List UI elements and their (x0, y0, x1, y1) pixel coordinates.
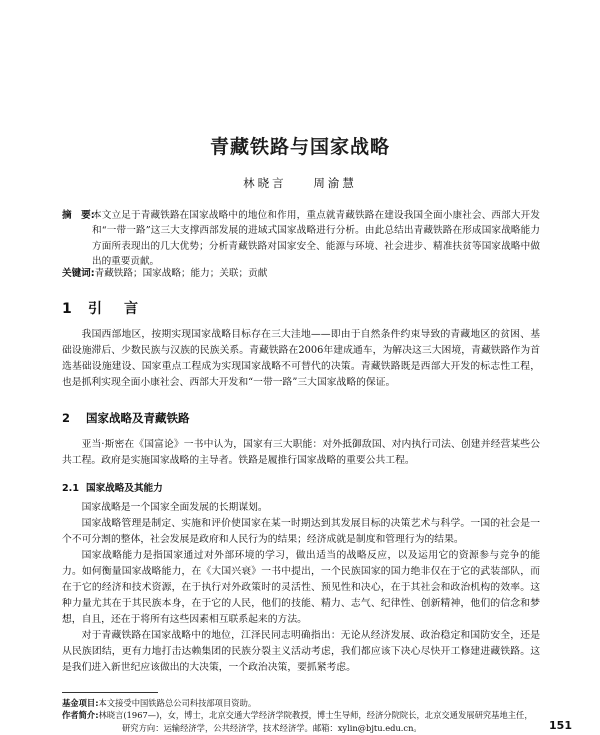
page-number: 151 (549, 719, 572, 732)
subsection-title: 国家战略及其能力 (86, 483, 163, 494)
author-name: 林晓言 (243, 176, 287, 190)
section-number: 1 (62, 301, 72, 317)
author-info-label: 作者简介: (62, 710, 99, 720)
paper-title: 青藏铁路与国家战略 (209, 136, 390, 158)
body-paragraph: 国家战略是一个国家全面发展的长期谋划。 (81, 502, 268, 513)
keywords-label: 关键词: (62, 268, 95, 279)
body-paragraph: 亚当·斯密在《国富论》一书中认为，国家有三大职能：对外抵御敌国、对内执行司法、创建并经营某些公共工程。政府是实施国家战略的主导者。铁路是履推行国家战略的重要公共工程。 (62, 439, 540, 466)
subsection-heading (62, 480, 163, 494)
abstract-label: 摘 要: (62, 210, 95, 221)
fund-text: 本文接受中国铁路总公司科技部项目资助。 (98, 698, 257, 708)
subsection-number: 2.1 (62, 483, 79, 494)
section-heading (62, 298, 160, 318)
section-title: 国家战略及青藏铁路 (86, 411, 190, 425)
body-paragraph: 国家战略管理是制定、实施和评价使国家在某一时期达到其发展目标的决策艺术与科学。一国的社会是一个不可分割的整体，社会发展是政府和人民行为的结果；经济成就是制度和管理行为的结果。 (62, 518, 540, 545)
body-paragraph: 对于青藏铁路在国家战略中的地位，江泽民同志明确指出：无论从经济发展、政治稳定和国防安全，还是从民族团结，更有力地打击达赖集团的民族分裂主义活动考虑，我们都应该下决心尽快开工修建进藏铁路。这是我们进入新世纪应该做出的大决策，一个政治决策，要抓紧考虑。 (62, 630, 540, 673)
author-line (0, 175, 600, 191)
section-number: 2 (62, 411, 71, 425)
author-name: 周渝慧 (313, 176, 357, 190)
footnote-rule (62, 692, 158, 693)
body-paragraph: 国家战略能力是指国家通过对外部环境的学习，做出适当的战略反应，以及运用它的资源参与竞争的能力。如何衡量国家战略能力，在《大国兴衰》一书中提出，一个民族国家的国力绝非仅在于它的武装部队，而在于它的经济和技术资源，在于执行对外政策时的灵活性、预见性和决心，在于其社会和政治机构的效率。这种力量尤其在于其民族本身，在于它的人民，他们的技能、精力、志气、纪律性、创新精神，他们的信念和梦想，自且，还在于将所有这些因素相互联系起来的方法。 (62, 550, 540, 625)
section-title: 引言 (88, 301, 160, 317)
author-info-text-continued: 研究方向：运输经济学，公共经济学，技术经济学。邮箱：xylin@bjtu.edu.cn。 (122, 723, 422, 734)
body-paragraph: 我国西部地区，按期实现国家战略目标存在三大洼地——即由于自然条件约束导致的青藏地区的贫困、基础设施滞后、少数民族与汉族的民族关系。青藏铁路在2006年建成通车，为解决这三大困境，青藏铁路作为首选基础设施建设、国家重点工程成为实现国家战略不可替代的决策。青藏铁路既是西部大开发的标志性工程，也是抓利实现全面小康社会、西部大开发和“一带一路”三大国家战略的保证。 (62, 329, 540, 388)
keywords (62, 267, 540, 281)
abstract-text: 本文立足于青藏铁路在国家战略中的地位和作用，重点就青藏铁路在建设我国全面小康社会、西部大开发和“一带一路”这三大支撑西部发展的进域式国家战略进行分析。由此总结出青藏铁路在形成国家战略能力方面所表现出的几大优势；分析青藏铁路对国家安全、能源与环境、社会进步、精准扶贫等国家战略中做出的重要贡献。 (92, 210, 540, 268)
abstract (62, 208, 540, 270)
footnote-author (62, 709, 540, 735)
author-info-text: 林晓言(1967—)，女，博士，北京交通大学经济学院教授，博士生导师，经济分院院长，北京交通发展研究基地主任， (98, 710, 533, 720)
fund-label: 基金项目: (62, 698, 99, 708)
keywords-text: 青藏铁路；国家战略；能力；关联；贡献 (94, 268, 268, 279)
section-heading (62, 410, 190, 426)
